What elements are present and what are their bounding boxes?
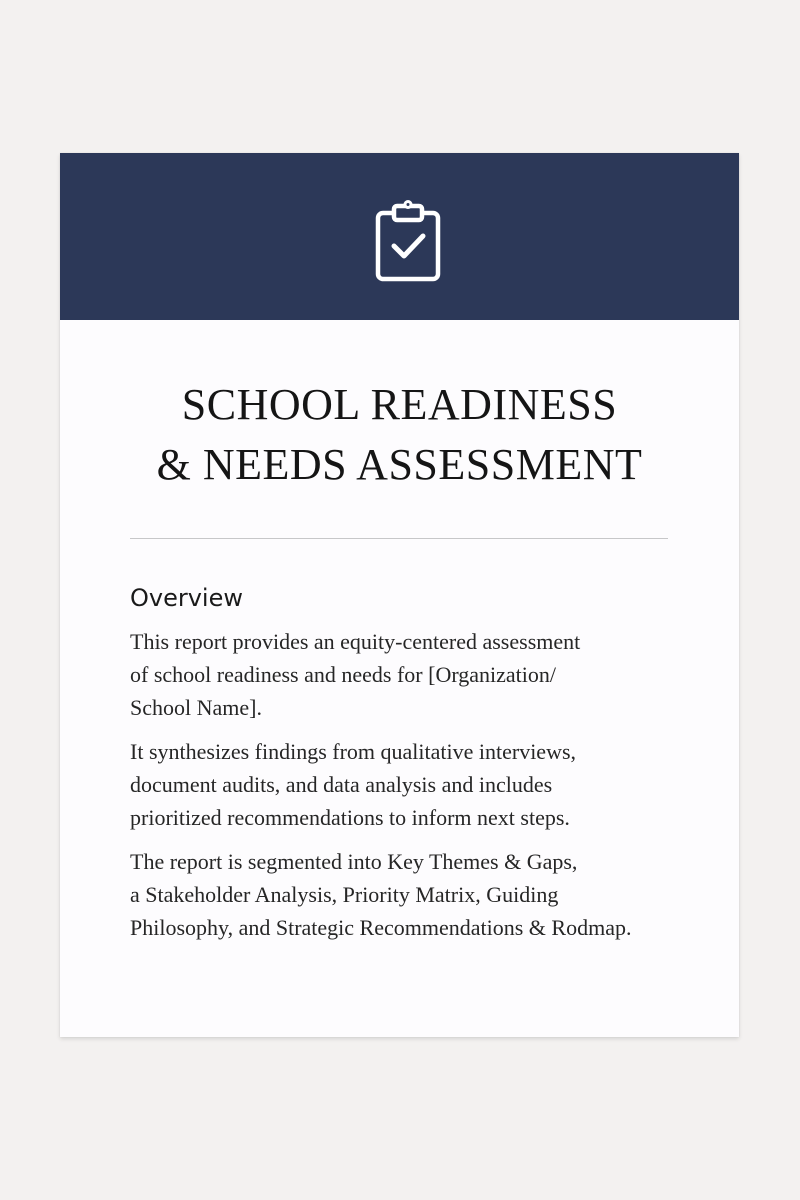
overview-heading: Overview <box>130 584 243 612</box>
overview-paragraph-3 <box>130 845 730 944</box>
paragraph-line: School Name]. <box>130 695 262 720</box>
divider <box>130 538 668 539</box>
page-title <box>60 375 739 495</box>
paragraph-line: of school readiness and needs for [Organization/ <box>130 662 557 687</box>
paragraph-line: Philosophy, and Strategic Recommendations & Rodmap. <box>130 915 632 940</box>
clipboard-check-icon <box>369 200 449 282</box>
paragraph-line: document audits, and data analysis and includes <box>130 772 553 797</box>
paragraph-line: a Stakeholder Analysis, Priority Matrix, Guiding <box>130 882 559 907</box>
header-banner <box>60 153 739 320</box>
title-line-1: SCHOOL READINESS <box>181 380 618 429</box>
paragraph-line: It synthesizes findings from qualitative interviews, <box>130 739 577 764</box>
overview-paragraph-1 <box>130 625 730 724</box>
paragraph-line: prioritized recommendations to inform next steps. <box>130 805 570 830</box>
overview-paragraph-2 <box>130 735 730 834</box>
title-line-2: & NEEDS ASSESSMENT <box>156 440 643 489</box>
paragraph-line: The report is segmented into Key Themes & Gaps, <box>130 849 578 874</box>
paragraph-line: This report provides an equity-centered assessment <box>130 629 581 654</box>
report-card <box>60 153 739 1037</box>
